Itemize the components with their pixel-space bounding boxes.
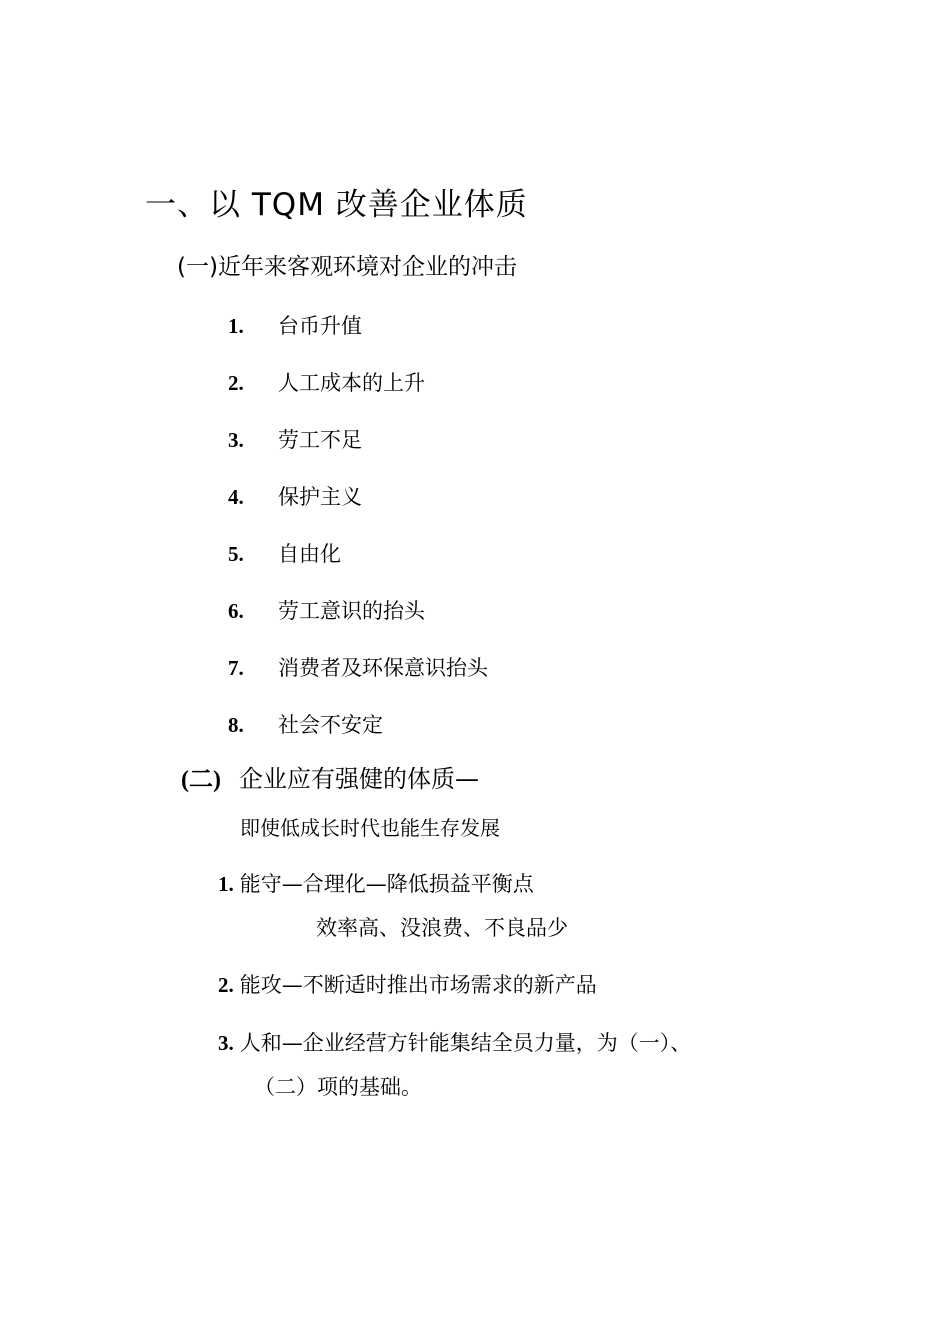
point-text: 能守—合理化—降低损益平衡点 [239,872,534,896]
point-continuation: （二）项的基础。 [254,1075,422,1099]
section-2-subtitle: 即使低成长时代也能生存发展 [240,816,500,840]
list-item-number: 5. [228,542,244,566]
list-item-text: 台币升值 [278,314,362,338]
point-continuation: 效率高、没浪费、不良品少 [316,916,568,940]
list-item [228,542,341,567]
list-item-text: 劳工不足 [278,428,362,452]
point-text: 能攻—不断适时推出市场需求的新产品 [239,973,597,997]
list-item-text: 保护主义 [278,485,362,509]
list-item [228,314,362,339]
list-item [228,428,362,453]
list-item-number: 6. [228,599,244,623]
list-item [228,599,425,624]
point-item [218,973,597,998]
list-item-text: 劳工意识的抬头 [278,599,425,623]
list-item-text: 自由化 [278,542,341,566]
list-item [228,656,488,681]
list-item-number: 2. [228,371,244,395]
point-text: 人和—企业经营方针能集结全员力量，为（一）、 [239,1031,692,1055]
list-item-number: 7. [228,656,244,680]
section-1-heading: (一)近年来客观环境对企业的冲击 [177,254,517,280]
list-item-number: 3. [228,428,244,452]
list-item-text: 消费者及环保意识抬头 [278,656,488,680]
list-item-text: 人工成本的上升 [278,371,425,395]
point-number: 1. [218,872,234,896]
point-item [218,872,534,897]
list-item [228,371,425,396]
point-item [218,1031,691,1056]
point-number: 3. [218,1031,234,1055]
section-2-number: (二) [181,767,221,793]
point-number: 2. [218,973,234,997]
list-item-text: 社会不安定 [278,713,383,737]
page-title: 一、以 TQM 改善企业体质 [145,187,528,223]
list-item [228,713,383,738]
list-item [228,485,362,510]
list-item-number: 8. [228,713,244,737]
list-item-number: 1. [228,314,244,338]
list-item-number: 4. [228,485,244,509]
section-2-title: 企业应有强健的体质— [238,765,479,793]
section-2-heading [181,765,479,795]
